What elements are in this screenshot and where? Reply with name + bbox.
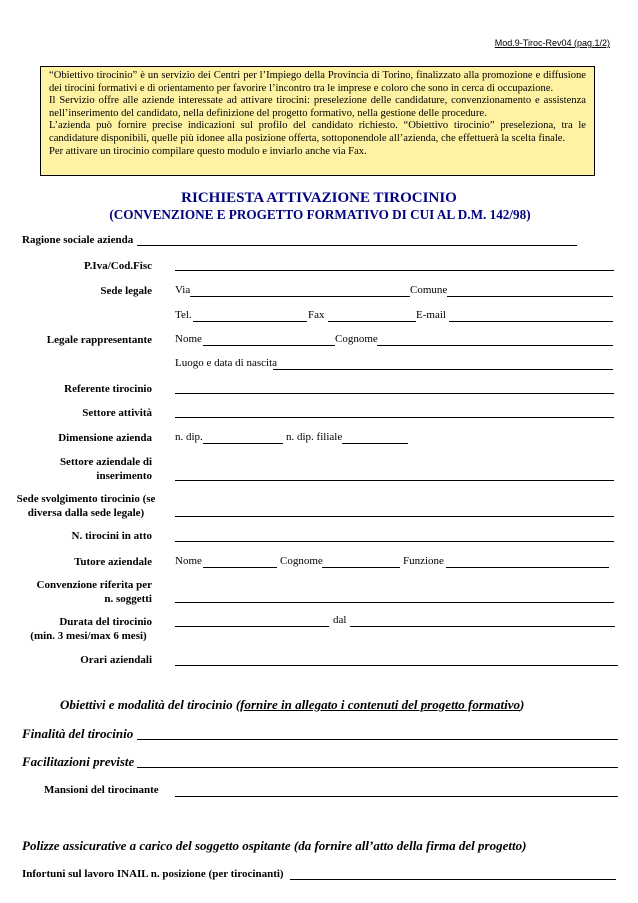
info-paragraph: “Obiettivo tirocinio” è un servizio dei Centri per l’Impiego della Provincia di Torino, finalizzato alla promozione e diffusione dei tirocini formativi e di orientamento per favorire l’incontro tra le imprese e coloro che sono in cerca di occupazione. [49, 70, 586, 94]
sede-svolgimento-field[interactable] [175, 516, 614, 517]
mansioni-field[interactable] [175, 796, 618, 797]
tel-label: Tel. [175, 309, 192, 321]
settore-field[interactable] [175, 417, 614, 418]
objectives-heading-note: fornire in allegato i contenuti del progetto formativo [240, 697, 521, 712]
objectives-heading [60, 697, 524, 713]
tutore-nome-label: Nome [175, 555, 202, 567]
objectives-heading-text: Obiettivi e modalità del tirocinio ( [60, 697, 241, 712]
dal-label: dal [333, 614, 347, 626]
durata-note: (min. 3 mesi/max 6 mesi) [30, 630, 147, 642]
page-subtitle: (CONVENZIONE E PROGETTO FORMATIVO DI CUI AL D.M. 142/98) [109, 207, 531, 222]
luogo-data-field[interactable] [273, 369, 613, 370]
via-label: Via [175, 284, 191, 296]
email-field[interactable] [449, 321, 613, 322]
finalita-field[interactable] [137, 739, 618, 740]
luogo-data-label: Luogo e data di nascita [175, 357, 278, 369]
convenzione-field[interactable] [175, 602, 614, 603]
page-title: RICHIESTA ATTIVAZIONE TIROCINIO [181, 190, 457, 206]
referente-label: Referente tirocinio [64, 383, 152, 395]
fax-label: Fax [308, 309, 325, 321]
dal-field[interactable] [350, 626, 615, 627]
funzione-field[interactable] [446, 567, 609, 568]
convenzione-label: Convenzione riferita per n. soggetti [36, 579, 152, 605]
email-label: E-mail [416, 309, 446, 321]
info-paragraph: Per attivare un tirocinio compilare questo modulo e inviarlo anche via Fax. [49, 145, 367, 157]
info-box [40, 66, 595, 176]
info-paragraph: Il Servizio offre alle aziende interessate ad attivare tirocini: preselezione delle candidature, convenzionamento e assistenza nell’inserimento del candidato, nella definizione del progetto formativo, nella gestione delle procedure. [49, 95, 586, 119]
legale-cognome-field[interactable] [377, 345, 613, 346]
info-paragraph: L’azienda può fornire precise indicazioni sul profilo del candidato richiesto. “Obiettivo tirocinio” preseleziona, tra le candidature disponibili, quelle più idonee alla posizione offerta, sottoponendole all’azienda, che effettuerà la scelta finale. [49, 120, 586, 144]
settore-label: Settore attività [82, 407, 152, 419]
finalita-label: Finalità del tirocinio [22, 726, 134, 741]
comune-label: Comune [410, 284, 448, 296]
inail-label: Infortuni sul lavoro INAIL n. posizione (per tirocinanti) [22, 868, 284, 880]
ragione-sociale-label: Ragione sociale azienda [22, 234, 134, 246]
tel-field[interactable] [193, 321, 307, 322]
n-dip-filiale-field[interactable] [342, 443, 408, 444]
piva-label: P.Iva/Cod.Fisc [83, 260, 152, 272]
fax-field[interactable] [328, 321, 416, 322]
inail-field[interactable] [290, 879, 616, 880]
referente-field[interactable] [175, 393, 614, 394]
tutore-cognome-label: Cognome [280, 555, 323, 567]
tutore-nome-field[interactable] [203, 567, 277, 568]
mansioni-label: Mansioni del tirocinante [44, 784, 159, 796]
orari-field[interactable] [175, 665, 618, 666]
durata-label: Durata del tirocinio [59, 616, 152, 628]
orari-label: Orari aziendali [80, 654, 152, 666]
insurance-heading: Polizze assicurative a carico del soggetto ospitante (da fornire all’atto della firma del progetto) [22, 838, 527, 853]
objectives-heading-close: ) [520, 697, 525, 712]
tutore-cognome-field[interactable] [322, 567, 400, 568]
n-tirocini-label: N. tirocini in atto [71, 530, 152, 542]
dimensione-label: Dimensione azienda [58, 432, 152, 444]
legale-rappresentante-label: Legale rappresentante [46, 334, 152, 346]
module-code: Mod.9-Tiroc-Rev04 (pag.1/2) [494, 38, 610, 48]
via-field[interactable] [190, 296, 410, 297]
facilitazioni-label: Facilitazioni previste [22, 754, 135, 769]
nome-label: Nome [175, 333, 202, 345]
n-dip-filiale-label: n. dip. filiale [286, 431, 343, 443]
comune-field[interactable] [447, 296, 613, 297]
sede-legale-label: Sede legale [100, 285, 152, 297]
durata-field[interactable] [175, 626, 329, 627]
settore-inserimento-field[interactable] [175, 480, 614, 481]
legale-nome-field[interactable] [203, 345, 335, 346]
settore-inserimento-label: Settore aziendale di inserimento [59, 456, 152, 482]
facilitazioni-field[interactable] [137, 767, 618, 768]
sede-svolgimento-label: Sede svolgimento tirocinio (se diversa dalla sede legale) [16, 493, 156, 519]
ragione-sociale-field[interactable] [137, 245, 577, 246]
tutore-label: Tutore aziendale [74, 556, 152, 568]
funzione-label: Funzione [403, 555, 444, 567]
cognome-label: Cognome [335, 333, 378, 345]
n-dip-field[interactable] [203, 443, 283, 444]
piva-field[interactable] [175, 270, 614, 271]
n-dip-label: n. dip. [175, 431, 203, 443]
n-tirocini-field[interactable] [175, 541, 614, 542]
